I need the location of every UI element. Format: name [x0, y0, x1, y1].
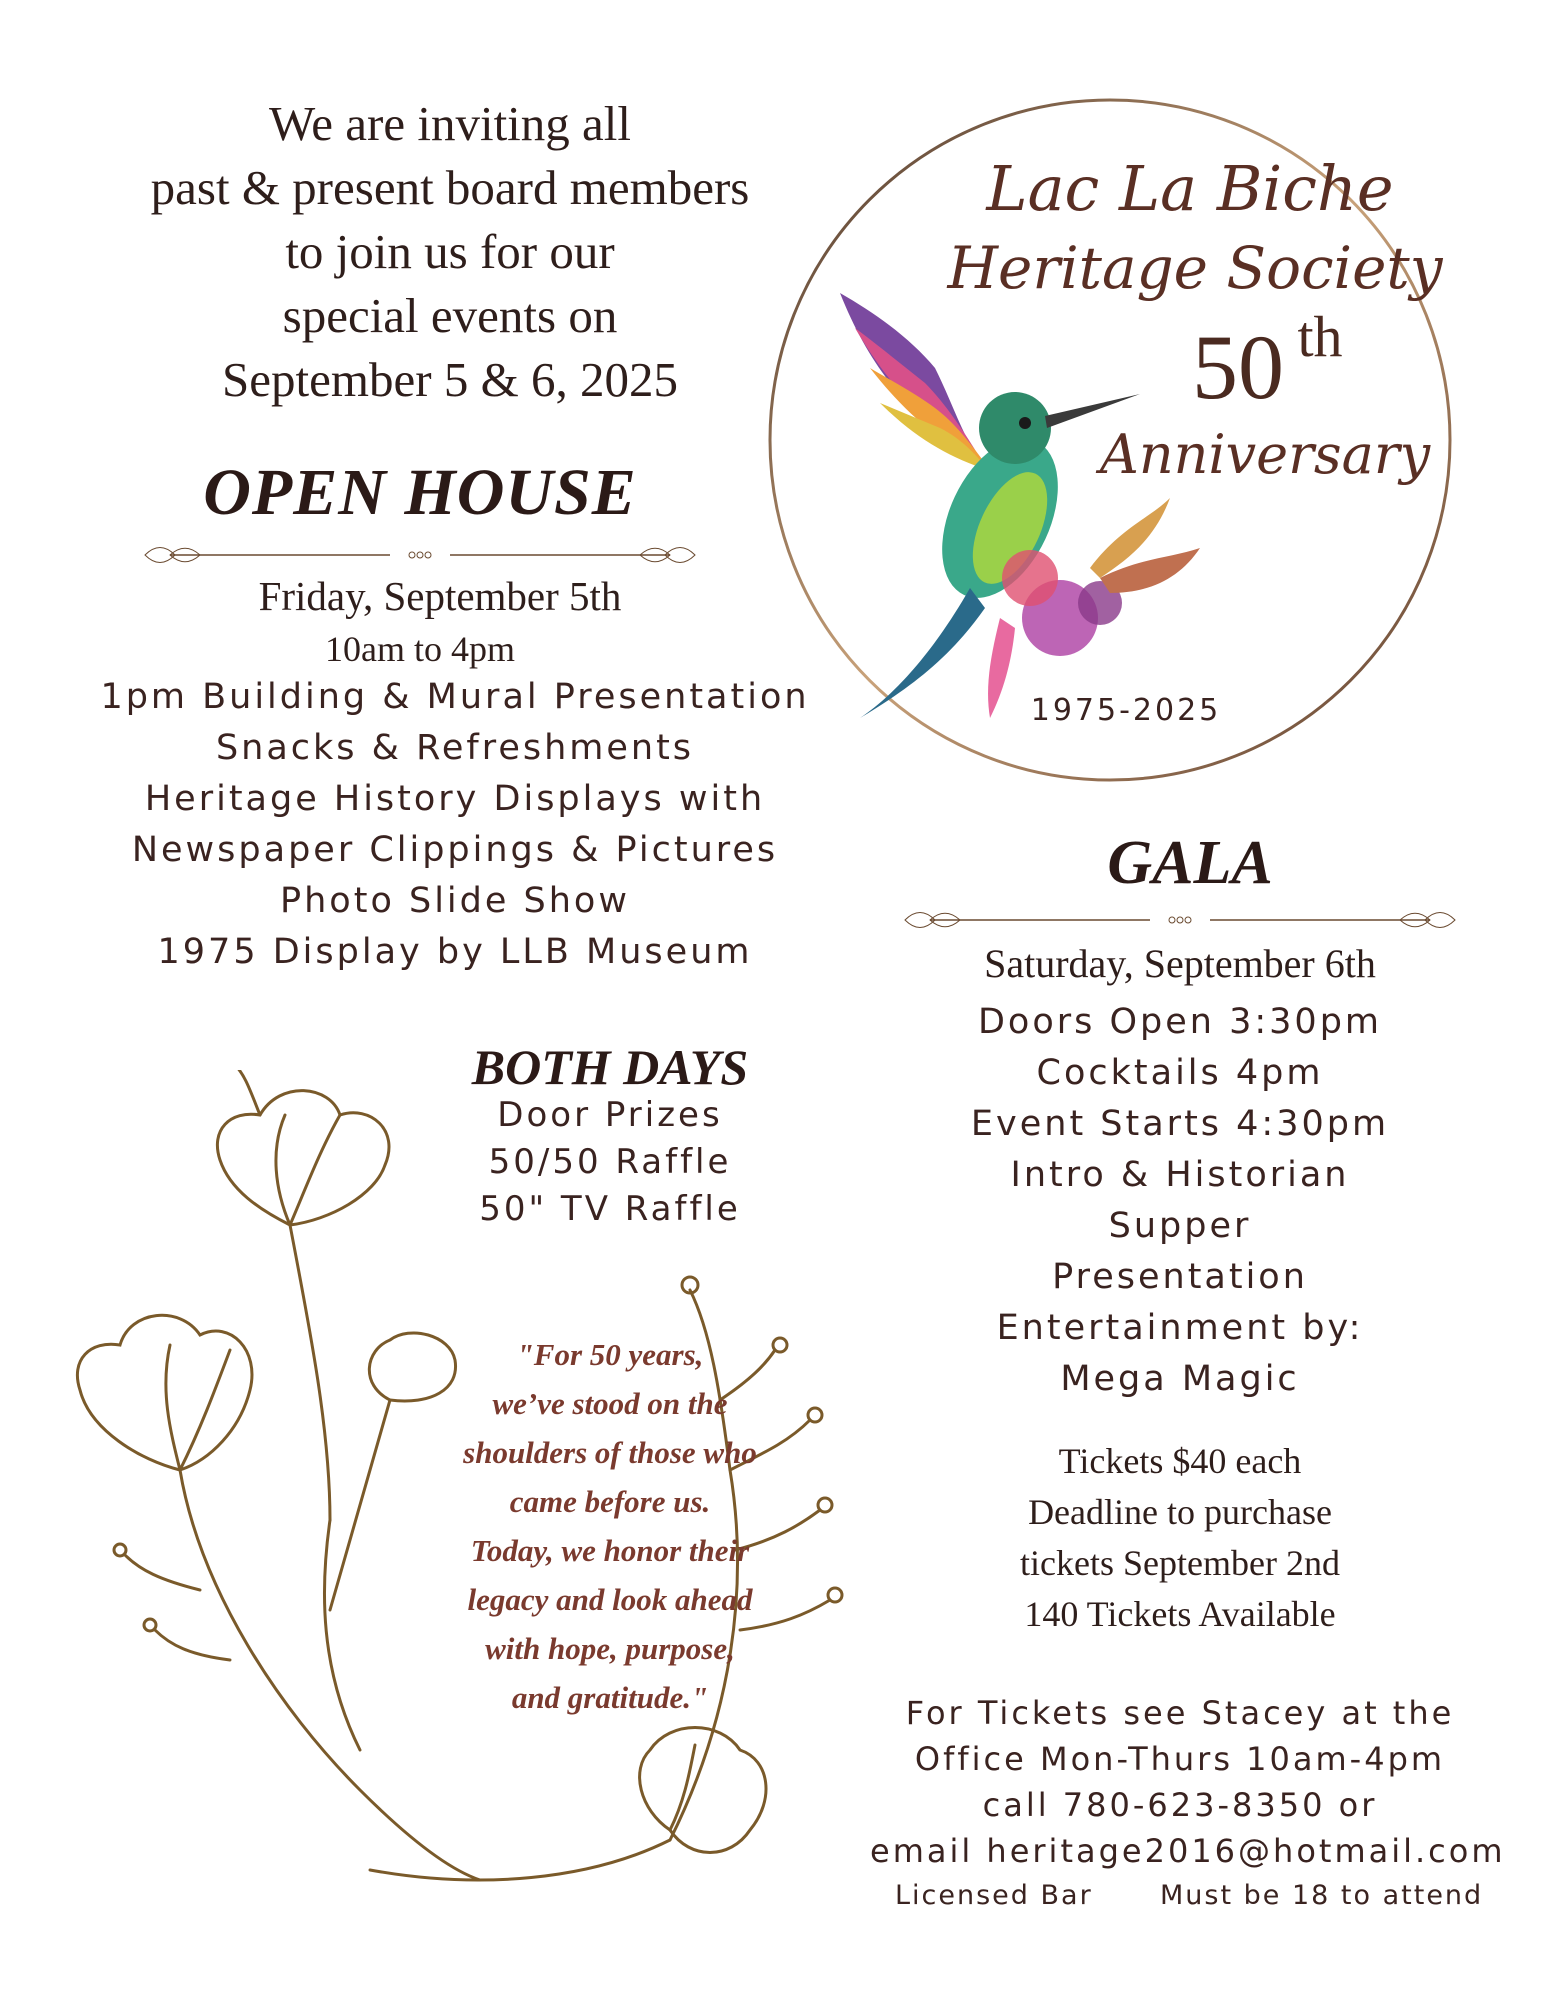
- open-house-title: OPEN HOUSE: [203, 456, 637, 529]
- quote-text: [400, 1330, 820, 1722]
- logo-name-line2: Heritage Society: [947, 234, 1443, 302]
- gala-title: GALA: [1107, 829, 1273, 897]
- list-item: Intro & Historian: [1010, 1155, 1350, 1195]
- logo-years: 1975-2025: [1030, 693, 1222, 728]
- quote-line: came before us.: [509, 1484, 711, 1519]
- quote-line: "For 50 years,: [516, 1337, 704, 1372]
- quote-line: Today, we honor their: [470, 1533, 750, 1568]
- ticket-info: [940, 1436, 1420, 1640]
- quote-line: we’ve stood on the: [492, 1386, 728, 1421]
- list-item: Cocktails 4pm: [1036, 1053, 1324, 1093]
- invite-line: past & present board members: [150, 160, 750, 215]
- open-house-time: 10am to 4pm: [325, 629, 515, 669]
- contact-line: Office Mon-Thurs 10am-4pm: [914, 1740, 1446, 1778]
- list-item: 1975 Display by LLB Museum: [157, 932, 753, 972]
- both-days-list: [440, 1092, 780, 1233]
- quote-line: and gratitude.": [511, 1680, 709, 1715]
- invite-line: September 5 & 6, 2025: [222, 352, 678, 407]
- quote-line: legacy and look ahead: [467, 1582, 753, 1617]
- logo-name-line1: Lac La Biche: [986, 152, 1394, 225]
- open-house-date: Friday, September 5th: [258, 573, 622, 619]
- ticket-line: 140 Tickets Available: [1024, 1594, 1336, 1634]
- invite-line: to join us for our: [285, 224, 615, 279]
- invitation-text: [80, 92, 820, 412]
- gala-date: Saturday, September 6th: [984, 941, 1376, 986]
- list-item: 50" TV Raffle: [479, 1189, 741, 1229]
- open-house-list: [70, 672, 840, 978]
- list-item: Door Prizes: [497, 1095, 723, 1135]
- invite-line: special events on: [282, 288, 618, 343]
- hummingbird-icon: [840, 293, 1200, 718]
- licensed-bar-note: Licensed Bar: [895, 1880, 1093, 1911]
- contact-line: call 780-623-8350 or: [982, 1786, 1378, 1824]
- list-item: Photo Slide Show: [280, 881, 630, 921]
- list-item: Heritage History Displays with: [144, 779, 766, 819]
- list-item: Entertainment by:: [996, 1308, 1364, 1348]
- list-item: 1pm Building & Mural Presentation: [100, 677, 810, 717]
- ornamental-divider: [140, 540, 700, 570]
- anniversary-logo: [760, 98, 1460, 798]
- quote-line: shoulders of those who: [463, 1435, 757, 1470]
- ticket-line: Tickets $40 each: [1058, 1441, 1302, 1481]
- contact-info: [870, 1690, 1506, 1874]
- list-item: Doors Open 3:30pm: [977, 1002, 1383, 1042]
- list-item: Presentation: [1052, 1257, 1308, 1297]
- list-item: Snacks & Refreshments: [215, 728, 695, 768]
- logo-number-suffix: th: [1297, 304, 1343, 369]
- list-item: Supper: [1108, 1206, 1252, 1246]
- ornamental-divider: [900, 905, 1460, 935]
- quote-line: with hope, purpose,: [485, 1631, 735, 1666]
- gala-schedule-list: [900, 997, 1460, 1405]
- list-item: 50/50 Raffle: [488, 1142, 732, 1182]
- both-days-title: BOTH DAYS: [471, 1039, 749, 1095]
- logo-anniversary: Anniversary: [1099, 423, 1431, 486]
- list-item: Newspaper Clippings & Pictures: [131, 830, 779, 870]
- invite-line: We are inviting all: [268, 96, 632, 151]
- ticket-line: tickets September 2nd: [1020, 1543, 1340, 1583]
- contact-line: For Tickets see Stacey at the: [905, 1694, 1455, 1732]
- ticket-line: Deadline to purchase: [1028, 1492, 1332, 1532]
- age-requirement-note: Must be 18 to attend: [1160, 1880, 1484, 1911]
- list-item: Mega Magic: [1060, 1359, 1300, 1399]
- contact-email-line: email heritage2016@hotmail.com: [870, 1832, 1506, 1870]
- logo-number: 50: [1192, 316, 1284, 418]
- list-item: Event Starts 4:30pm: [970, 1104, 1390, 1144]
